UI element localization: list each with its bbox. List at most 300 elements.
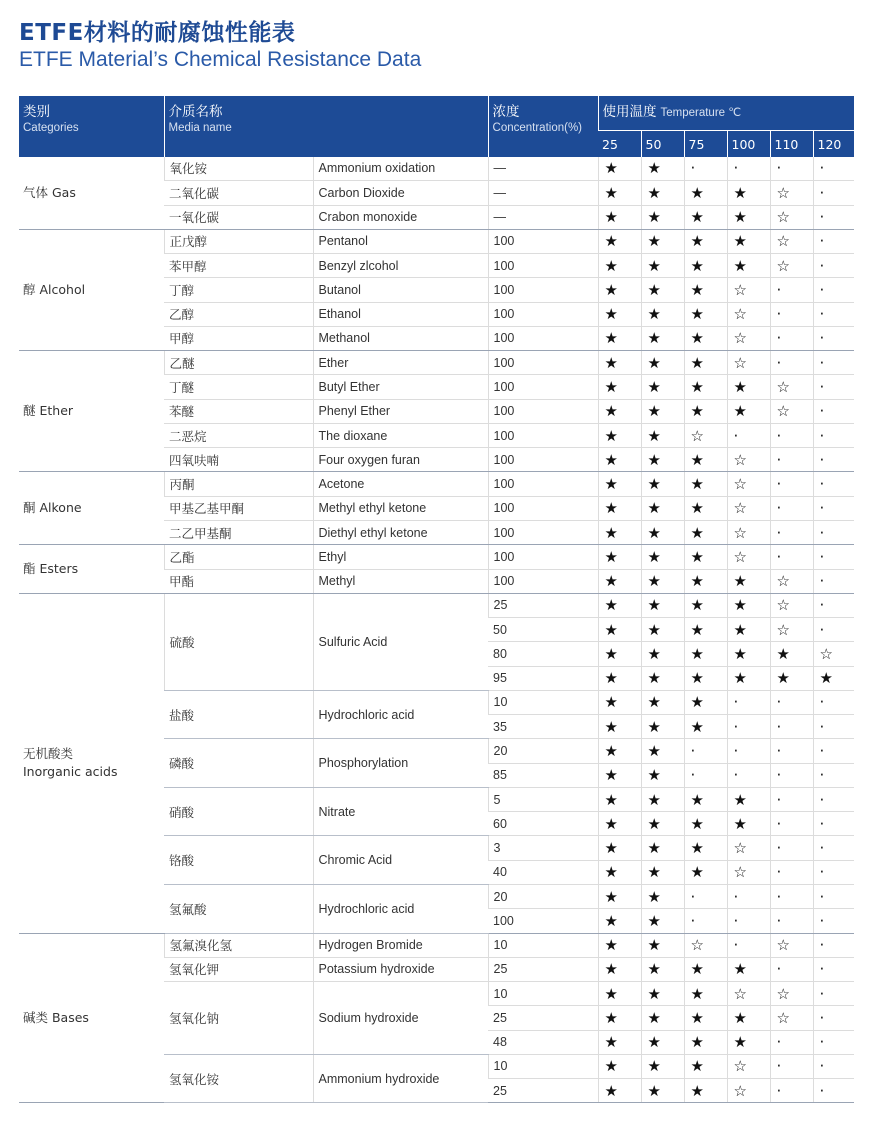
media-name-en: Ammonium hydroxide (313, 1054, 488, 1103)
dot-icon: · (813, 763, 854, 787)
concentration-cell: 25 (488, 593, 598, 617)
dot-icon: · (770, 884, 813, 908)
category-cell: 气体 Gas (19, 157, 164, 230)
media-name-cn: 氢氧化钾 (164, 957, 313, 981)
filled-star-icon: ★ (641, 957, 684, 981)
dot-icon: · (727, 423, 770, 447)
concentration-cell: 100 (488, 520, 598, 544)
filled-star-icon: ★ (641, 326, 684, 350)
dot-icon: · (813, 690, 854, 714)
filled-star-icon: ★ (598, 254, 641, 278)
filled-star-icon: ★ (641, 278, 684, 302)
media-name-en: Pentanol (313, 229, 488, 253)
concentration-cell: 80 (488, 642, 598, 666)
dot-icon: · (770, 715, 813, 739)
filled-star-icon: ★ (641, 690, 684, 714)
media-name-cn: 乙醚 (164, 351, 313, 375)
media-name-cn: 硫酸 (164, 593, 313, 690)
table-row (19, 545, 854, 569)
filled-star-icon: ★ (598, 181, 641, 205)
concentration-cell: 25 (488, 1079, 598, 1103)
dot-icon: · (813, 787, 854, 811)
filled-star-icon: ★ (641, 1054, 684, 1078)
filled-star-icon: ★ (641, 812, 684, 836)
filled-star-icon: ★ (598, 957, 641, 981)
hollow-star-icon: ☆ (770, 254, 813, 278)
filled-star-icon: ★ (598, 229, 641, 253)
hollow-star-icon: ☆ (770, 933, 813, 957)
filled-star-icon: ★ (598, 933, 641, 957)
page-subtitle: ETFE Material’s Chemical Resistance Data (19, 48, 422, 71)
media-name-cn: 四氧呋喃 (164, 448, 313, 472)
dot-icon: · (770, 302, 813, 326)
dot-icon: · (813, 157, 854, 181)
media-name-en: Phenyl Ether (313, 399, 488, 423)
hollow-star-icon: ☆ (770, 569, 813, 593)
media-name-cn: 二恶烷 (164, 423, 313, 447)
filled-star-icon: ★ (684, 642, 727, 666)
dot-icon: · (813, 181, 854, 205)
dot-icon: · (770, 496, 813, 520)
hollow-star-icon: ☆ (813, 642, 854, 666)
dot-icon: · (813, 205, 854, 229)
hollow-star-icon: ☆ (770, 1006, 813, 1030)
filled-star-icon: ★ (684, 545, 727, 569)
concentration-cell: 25 (488, 957, 598, 981)
table-row (19, 229, 854, 253)
hollow-star-icon: ☆ (727, 982, 770, 1006)
media-name-cn: 二氧化碳 (164, 181, 313, 205)
page-title: ETFE材料的耐腐蚀性能表 (19, 20, 296, 46)
table-row (19, 351, 854, 375)
media-name-en: Ether (313, 351, 488, 375)
dot-icon: · (770, 860, 813, 884)
dot-icon: · (770, 472, 813, 496)
dot-icon: · (770, 423, 813, 447)
media-name-en: Ethyl (313, 545, 488, 569)
filled-star-icon: ★ (641, 375, 684, 399)
dot-icon: · (770, 787, 813, 811)
hollow-star-icon: ☆ (770, 375, 813, 399)
chemical-resistance-table (19, 96, 854, 1103)
filled-star-icon: ★ (598, 666, 641, 690)
table-row (19, 593, 854, 617)
dot-icon: · (813, 982, 854, 1006)
media-name-en: Sodium hydroxide (313, 982, 488, 1055)
concentration-cell: 35 (488, 715, 598, 739)
dot-icon: · (684, 763, 727, 787)
filled-star-icon: ★ (641, 1079, 684, 1103)
filled-star-icon: ★ (598, 326, 641, 350)
filled-star-icon: ★ (598, 715, 641, 739)
table-body (19, 157, 854, 1103)
dot-icon: · (727, 739, 770, 763)
filled-star-icon: ★ (641, 448, 684, 472)
filled-star-icon: ★ (598, 520, 641, 544)
concentration-cell: 100 (488, 569, 598, 593)
concentration-cell: 5 (488, 787, 598, 811)
filled-star-icon: ★ (727, 618, 770, 642)
filled-star-icon: ★ (684, 375, 727, 399)
table-header (19, 96, 854, 157)
filled-star-icon: ★ (684, 254, 727, 278)
dot-icon: · (813, 593, 854, 617)
concentration-cell: 100 (488, 302, 598, 326)
filled-star-icon: ★ (641, 520, 684, 544)
dot-icon: · (813, 496, 854, 520)
media-name-cn: 正戊醇 (164, 229, 313, 253)
filled-star-icon: ★ (727, 812, 770, 836)
filled-star-icon: ★ (641, 860, 684, 884)
hollow-star-icon: ☆ (727, 1079, 770, 1103)
dot-icon: · (684, 739, 727, 763)
media-name-en: Carbon Dioxide (313, 181, 488, 205)
concentration-cell: 48 (488, 1030, 598, 1054)
filled-star-icon: ★ (641, 715, 684, 739)
filled-star-icon: ★ (684, 836, 727, 860)
media-name-cn: 盐酸 (164, 690, 313, 739)
concentration-cell: 3 (488, 836, 598, 860)
filled-star-icon: ★ (598, 1006, 641, 1030)
media-name-cn: 丁醚 (164, 375, 313, 399)
concentration-cell: 100 (488, 254, 598, 278)
concentration-cell: 95 (488, 666, 598, 690)
media-name-cn: 硝酸 (164, 787, 313, 836)
filled-star-icon: ★ (641, 618, 684, 642)
concentration-cell: 100 (488, 909, 598, 933)
filled-star-icon: ★ (727, 229, 770, 253)
dot-icon: · (813, 472, 854, 496)
concentration-cell: 100 (488, 229, 598, 253)
hollow-star-icon: ☆ (727, 472, 770, 496)
filled-star-icon: ★ (684, 472, 727, 496)
dot-icon: · (813, 351, 854, 375)
dot-icon: · (813, 715, 854, 739)
dot-icon: · (770, 812, 813, 836)
dot-icon: · (813, 448, 854, 472)
filled-star-icon: ★ (727, 957, 770, 981)
concentration-cell: 100 (488, 375, 598, 399)
filled-star-icon: ★ (770, 642, 813, 666)
dot-icon: · (727, 715, 770, 739)
media-name-en: Acetone (313, 472, 488, 496)
hollow-star-icon: ☆ (770, 229, 813, 253)
dot-icon: · (684, 909, 727, 933)
hollow-star-icon: ☆ (727, 278, 770, 302)
filled-star-icon: ★ (598, 642, 641, 666)
concentration-cell: 100 (488, 496, 598, 520)
filled-star-icon: ★ (598, 884, 641, 908)
dot-icon: · (727, 884, 770, 908)
media-name-cn: 丁醇 (164, 278, 313, 302)
dot-icon: · (813, 1054, 854, 1078)
dot-icon: · (813, 423, 854, 447)
dot-icon: · (727, 690, 770, 714)
filled-star-icon: ★ (684, 569, 727, 593)
hollow-star-icon: ☆ (770, 205, 813, 229)
dot-icon: · (770, 690, 813, 714)
media-name-cn: 氧化铵 (164, 157, 313, 181)
hollow-star-icon: ☆ (727, 448, 770, 472)
filled-star-icon: ★ (684, 957, 727, 981)
filled-star-icon: ★ (684, 860, 727, 884)
filled-star-icon: ★ (727, 787, 770, 811)
dot-icon: · (770, 1030, 813, 1054)
concentration-cell: 10 (488, 933, 598, 957)
filled-star-icon: ★ (598, 860, 641, 884)
dot-icon: · (813, 1030, 854, 1054)
filled-star-icon: ★ (684, 1030, 727, 1054)
filled-star-icon: ★ (641, 884, 684, 908)
header-temp-75: 75 (684, 131, 727, 157)
filled-star-icon: ★ (641, 836, 684, 860)
dot-icon: · (813, 860, 854, 884)
filled-star-icon: ★ (641, 569, 684, 593)
dot-icon: · (770, 1079, 813, 1103)
concentration-cell: 100 (488, 326, 598, 350)
filled-star-icon: ★ (641, 399, 684, 423)
media-name-cn: 甲基乙基甲酮 (164, 496, 313, 520)
dot-icon: · (770, 739, 813, 763)
hollow-star-icon: ☆ (727, 326, 770, 350)
media-name-en: Hydrogen Bromide (313, 933, 488, 957)
hollow-star-icon: ☆ (727, 836, 770, 860)
filled-star-icon: ★ (598, 618, 641, 642)
filled-star-icon: ★ (598, 763, 641, 787)
category-cell: 酮 Alkone (19, 472, 164, 545)
filled-star-icon: ★ (641, 254, 684, 278)
header-temp-100: 100 (727, 131, 770, 157)
filled-star-icon: ★ (598, 739, 641, 763)
dot-icon: · (813, 1079, 854, 1103)
filled-star-icon: ★ (684, 593, 727, 617)
hollow-star-icon: ☆ (727, 496, 770, 520)
concentration-cell: 50 (488, 618, 598, 642)
filled-star-icon: ★ (684, 666, 727, 690)
concentration-cell: 85 (488, 763, 598, 787)
filled-star-icon: ★ (598, 545, 641, 569)
header-media-cn: 介质名称 (168, 104, 223, 120)
category-cell: 酯 Esters (19, 545, 164, 594)
filled-star-icon: ★ (641, 545, 684, 569)
filled-star-icon: ★ (598, 351, 641, 375)
concentration-cell: 20 (488, 739, 598, 763)
hollow-star-icon: ☆ (770, 181, 813, 205)
dot-icon: · (813, 618, 854, 642)
filled-star-icon: ★ (641, 496, 684, 520)
dot-icon: · (684, 157, 727, 181)
header-temp-25: 25 (598, 131, 641, 157)
filled-star-icon: ★ (727, 375, 770, 399)
media-name-cn: 丙酮 (164, 472, 313, 496)
media-name-cn: 甲醇 (164, 326, 313, 350)
dot-icon: · (813, 229, 854, 253)
hollow-star-icon: ☆ (770, 618, 813, 642)
concentration-cell: 100 (488, 448, 598, 472)
header-media (164, 96, 488, 157)
media-name-cn: 氢氧化铵 (164, 1054, 313, 1103)
filled-star-icon: ★ (727, 642, 770, 666)
filled-star-icon: ★ (684, 1006, 727, 1030)
media-name-en: Hydrochloric acid (313, 884, 488, 933)
filled-star-icon: ★ (727, 1006, 770, 1030)
hollow-star-icon: ☆ (727, 545, 770, 569)
concentration-cell: 60 (488, 812, 598, 836)
concentration-cell: — (488, 181, 598, 205)
filled-star-icon: ★ (641, 787, 684, 811)
media-name-en: Methanol (313, 326, 488, 350)
hollow-star-icon: ☆ (684, 423, 727, 447)
filled-star-icon: ★ (770, 666, 813, 690)
header-category-en: Categories (23, 122, 79, 134)
dot-icon: · (770, 1054, 813, 1078)
filled-star-icon: ★ (727, 1030, 770, 1054)
filled-star-icon: ★ (684, 1079, 727, 1103)
filled-star-icon: ★ (684, 787, 727, 811)
dot-icon: · (770, 909, 813, 933)
dot-icon: · (770, 351, 813, 375)
filled-star-icon: ★ (598, 812, 641, 836)
media-name-en: Sulfuric Acid (313, 593, 488, 690)
concentration-cell: 10 (488, 690, 598, 714)
header-category (19, 96, 164, 157)
dot-icon: · (727, 157, 770, 181)
filled-star-icon: ★ (727, 254, 770, 278)
media-name-cn: 氢氧化钠 (164, 982, 313, 1055)
header-temp-110: 110 (770, 131, 813, 157)
media-name-cn: 苯甲醇 (164, 254, 313, 278)
filled-star-icon: ★ (684, 351, 727, 375)
header-media-en: Media name (168, 122, 232, 134)
media-name-cn: 甲酯 (164, 569, 313, 593)
filled-star-icon: ★ (727, 205, 770, 229)
dot-icon: · (813, 375, 854, 399)
filled-star-icon: ★ (727, 181, 770, 205)
dot-icon: · (813, 836, 854, 860)
filled-star-icon: ★ (598, 593, 641, 617)
media-name-en: Hydrochloric acid (313, 690, 488, 739)
concentration-cell: — (488, 157, 598, 181)
header-concentration-cn: 浓度 (492, 104, 520, 120)
filled-star-icon: ★ (684, 715, 727, 739)
filled-star-icon: ★ (684, 229, 727, 253)
dot-icon: · (813, 520, 854, 544)
dot-icon: · (770, 326, 813, 350)
dot-icon: · (770, 520, 813, 544)
filled-star-icon: ★ (684, 205, 727, 229)
media-name-en: Diethyl ethyl ketone (313, 520, 488, 544)
hollow-star-icon: ☆ (727, 860, 770, 884)
dot-icon: · (770, 157, 813, 181)
dot-icon: · (770, 836, 813, 860)
hollow-star-icon: ☆ (770, 982, 813, 1006)
media-name-cn: 氢氟酸 (164, 884, 313, 933)
filled-star-icon: ★ (641, 205, 684, 229)
table-row (19, 472, 854, 496)
hollow-star-icon: ☆ (727, 520, 770, 544)
dot-icon: · (813, 302, 854, 326)
media-name-en: Nitrate (313, 787, 488, 836)
header-temp-120: 120 (813, 131, 854, 157)
dot-icon: · (813, 1006, 854, 1030)
filled-star-icon: ★ (598, 302, 641, 326)
filled-star-icon: ★ (598, 569, 641, 593)
category-cell: 醇 Alcohol (19, 229, 164, 350)
filled-star-icon: ★ (684, 496, 727, 520)
media-name-en: The dioxane (313, 423, 488, 447)
header-temp-50: 50 (641, 131, 684, 157)
media-name-en: Butyl Ether (313, 375, 488, 399)
media-name-en: Four oxygen furan (313, 448, 488, 472)
concentration-cell: 40 (488, 860, 598, 884)
filled-star-icon: ★ (641, 302, 684, 326)
media-name-cn: 磷酸 (164, 739, 313, 788)
dot-icon: · (727, 933, 770, 957)
media-name-en: Chromic Acid (313, 836, 488, 885)
filled-star-icon: ★ (727, 399, 770, 423)
dot-icon: · (727, 909, 770, 933)
filled-star-icon: ★ (684, 326, 727, 350)
filled-star-icon: ★ (813, 666, 854, 690)
filled-star-icon: ★ (641, 933, 684, 957)
dot-icon: · (813, 909, 854, 933)
header-temperature-en: Temperature ℃ (660, 107, 742, 119)
hollow-star-icon: ☆ (684, 933, 727, 957)
media-name-cn: 乙酯 (164, 545, 313, 569)
concentration-cell: 100 (488, 399, 598, 423)
media-name-en: Methyl (313, 569, 488, 593)
filled-star-icon: ★ (598, 205, 641, 229)
dot-icon: · (770, 763, 813, 787)
media-name-en: Benzyl zlcohol (313, 254, 488, 278)
concentration-cell: 25 (488, 1006, 598, 1030)
concentration-cell: 100 (488, 423, 598, 447)
concentration-cell: 100 (488, 278, 598, 302)
dot-icon: · (813, 812, 854, 836)
filled-star-icon: ★ (641, 1006, 684, 1030)
filled-star-icon: ★ (598, 157, 641, 181)
concentration-cell: 100 (488, 351, 598, 375)
filled-star-icon: ★ (598, 423, 641, 447)
table-row (19, 157, 854, 181)
dot-icon: · (727, 763, 770, 787)
filled-star-icon: ★ (641, 229, 684, 253)
filled-star-icon: ★ (641, 642, 684, 666)
filled-star-icon: ★ (641, 982, 684, 1006)
concentration-cell: 10 (488, 982, 598, 1006)
header-category-cn: 类别 (23, 104, 50, 120)
category-cell: 无机酸类 Inorganic acids (19, 593, 164, 933)
media-name-en: Ethanol (313, 302, 488, 326)
filled-star-icon: ★ (684, 812, 727, 836)
filled-star-icon: ★ (641, 909, 684, 933)
media-name-en: Crabon monoxide (313, 205, 488, 229)
filled-star-icon: ★ (598, 1054, 641, 1078)
media-name-cn: 乙醇 (164, 302, 313, 326)
filled-star-icon: ★ (598, 982, 641, 1006)
filled-star-icon: ★ (641, 593, 684, 617)
dot-icon: · (813, 545, 854, 569)
filled-star-icon: ★ (598, 496, 641, 520)
filled-star-icon: ★ (598, 690, 641, 714)
header-temperature-cn: 使用温度 (602, 104, 657, 120)
concentration-cell: 100 (488, 545, 598, 569)
category-cell: 碱类 Bases (19, 933, 164, 1103)
filled-star-icon: ★ (641, 739, 684, 763)
filled-star-icon: ★ (598, 448, 641, 472)
filled-star-icon: ★ (598, 278, 641, 302)
hollow-star-icon: ☆ (727, 351, 770, 375)
